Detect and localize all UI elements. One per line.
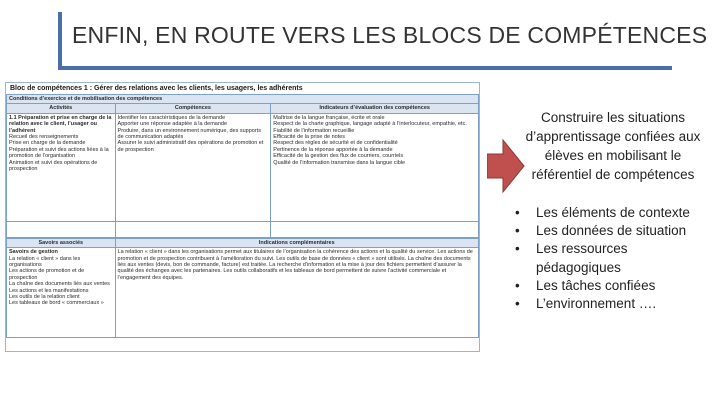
column-header-competences: Compétences — [115, 104, 271, 113]
bullet-item: • Les éléments de contexte — [512, 204, 712, 222]
section-title: Conditions d’exercice et de mobilisation des compétences — [7, 95, 479, 104]
indicator-item: Qualité de l’information transmise dans la langue cible — [273, 159, 406, 166]
knowledge-item: Les actions de promotion et de prospection — [9, 268, 85, 281]
bullet-item: • Les tâches confiées — [512, 277, 712, 295]
lower-table — [6, 238, 479, 338]
indicator-item: Maîtrise de la langue française, écrite et orale — [273, 114, 385, 121]
lower-right-title: Indications complémentaires — [115, 238, 478, 247]
knowledge-item: Les actions et les manifestations — [9, 287, 89, 294]
activities-cell — [7, 113, 116, 221]
indicator-item: Efficacité de la prise de notes — [273, 134, 346, 141]
competence-item: Apporter une réponse adaptée à la demande — [117, 121, 228, 128]
indicator-item: Respect des règles de sécurité et de confidentialité — [273, 140, 398, 147]
referential-document — [5, 82, 480, 352]
activity-item: 1.1 Préparation et prise en charge de la relation avec le client, l’usager ou l’adhérent — [9, 114, 112, 134]
indicator-item: Respect de la charte graphique, langage adapté à l’interlocuteur, empathie, etc. — [273, 121, 467, 128]
indicator-item: Efficacité de la gestion des flux de courriers, courriels — [273, 153, 404, 160]
activity-item: Recueil des renseignements — [9, 134, 79, 141]
indicator-item: Fiabilité de l’information recueillie — [273, 127, 355, 134]
bullet-item: • Les données de situation — [512, 222, 712, 240]
bullet-item: • L’environnement …. — [512, 295, 712, 313]
slide-title: ENFIN, EN ROUTE VERS LES BLOCS DE COMPÉTENCES — [72, 22, 708, 48]
knowledge-item: Savoirs de gestion — [9, 249, 58, 256]
column-header-activities: Activités — [7, 104, 116, 113]
knowledge-item: Les outils de la relation client — [9, 294, 80, 301]
document-heading: Bloc de compétences 1 : Gérer des relations avec les clients, les usagers, les adhérents — [10, 85, 303, 92]
bullet-list — [512, 204, 712, 313]
indicators-cell — [271, 113, 479, 221]
complementary-indications-cell: La relation « client » dans les organisations permet aux titulaires de l’organisation la cohérence des actions et la qualité du service. Les actions de promotion et de prospection contribuent à l’amélioration du suivi. Les outils de base de données « client » sont utilisés. La chaîne des documents liés aux ventes (devis, bon de commande, facture) est traitée. La recherche d’information et la mise à jour des fichiers permettent d’assurer la qualité des échanges avec les partenaires. Les outils collaboratifs et les tableaux de bord permettent de suivre l’activité commerciale et l’engagement des équipes. — [115, 248, 478, 338]
empty-cell — [7, 221, 116, 237]
knowledge-item: La chaîne des documents liés aux ventes — [9, 281, 110, 288]
indicator-item: Pertinence de la réponse apportée à la demande — [273, 146, 393, 153]
competence-item: Assurer le suivi administratif des opérations de promotion et de prospection — [117, 140, 264, 153]
competence-item: Identifier les caractéristiques de la demande — [117, 114, 226, 121]
knowledge-item: La relation « client » dans les organisations — [9, 255, 81, 269]
activity-item: Prise en charge de la demande — [9, 140, 86, 147]
right-paragraph: Construire les situations d’apprentissage confiées aux élèves en mobilisant le référentiel de compétences — [525, 110, 701, 182]
competences-table — [6, 94, 479, 238]
activity-item: Préparation et suivi des actions liées à la promotion de l’organisation — [9, 146, 109, 160]
knowledge-item: Les tableaux de bord « commerciaux » — [9, 300, 104, 307]
empty-cell — [115, 221, 271, 237]
competences-cell — [115, 113, 271, 221]
competence-item: Produire, dans un environnement numérique, des supports de communication adaptés — [117, 127, 261, 141]
column-header-indicators: Indicateurs d’évaluation des compétences — [271, 104, 479, 113]
associated-knowledge-cell — [7, 248, 116, 338]
empty-cell — [271, 221, 479, 237]
bullet-item: • Les ressources pédagogiques — [512, 240, 712, 276]
lower-left-title: Savoirs associés — [7, 238, 116, 247]
activity-item: Animation et suivi des opérations de prospection — [9, 159, 98, 173]
